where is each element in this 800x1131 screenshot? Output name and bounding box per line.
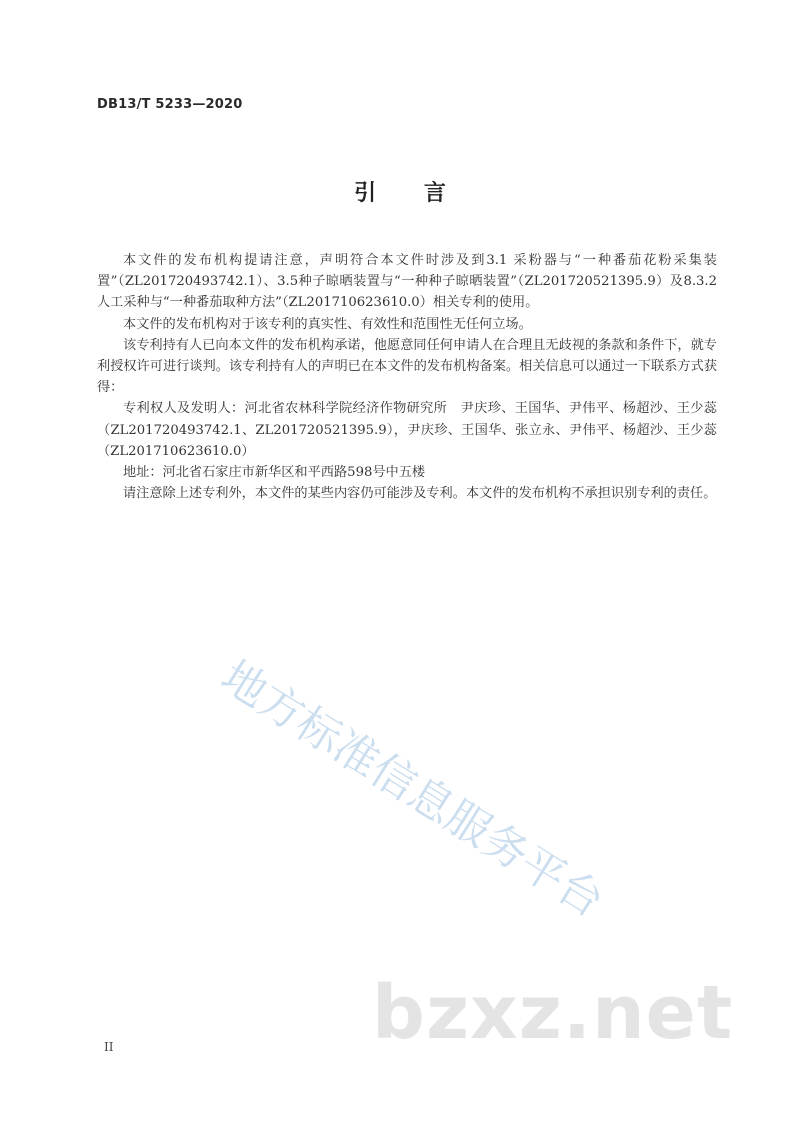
paragraph: 该专利持有人已向本文件的发布机构承诺，他愿意同任何申请人在合理且无歧视的条款和条件下，就专利授权许可进行谈判。该专利持有人的声明已在本文件的发布机构备案。相关信息可以通过一下联系方式获得： [97,337,717,396]
page-title: 引 言 [354,181,466,206]
watermark-label: 地方标准信息服务平台 [212,655,613,928]
paragraph: 请注意除上述专利外，本文件的某些内容仍可能涉及专利。本文件的发布机构不承担识别专利的责任。 [123,486,717,502]
watermark-logo: bzxz.net [372,970,734,1056]
paragraph: 本文件的发布机构提请注意，声明符合本文件时涉及到3.1 采粉器与“一种番茄花粉采集装置”（ZL201720493742.1）、3.5种子晾晒装置与“一种种子晾晒装置”（ZL201720521395.9）及8.3.2人工采种与“一种番茄取种方法”（ZL201710623610.0）相关专利的使用。 [97,253,717,311]
page-number: II [104,1040,114,1054]
watermark-text [210,655,690,955]
standard-code: DB13/T 5233—2020 [97,97,243,112]
paragraph: 本文件的发布机构对于该专利的真实性、有效性和范围性无任何立场。 [123,316,532,332]
document-body [97,250,717,504]
paragraph: 地址：河北省石家庄市新华区和平西路598号中五楼 [123,465,426,481]
paragraph: 专利权人及发明人：河北省农林科学院经济作物研究所 尹庆珍、王国华、尹伟平、杨超沙、王少蕊（ZL201720493742.1、ZL201720521395.9），尹庆珍、王国华、张立永、尹伟平、杨超沙、王少蕊（ZL201710623610.0） [97,401,717,459]
watermark-svg [210,655,690,955]
